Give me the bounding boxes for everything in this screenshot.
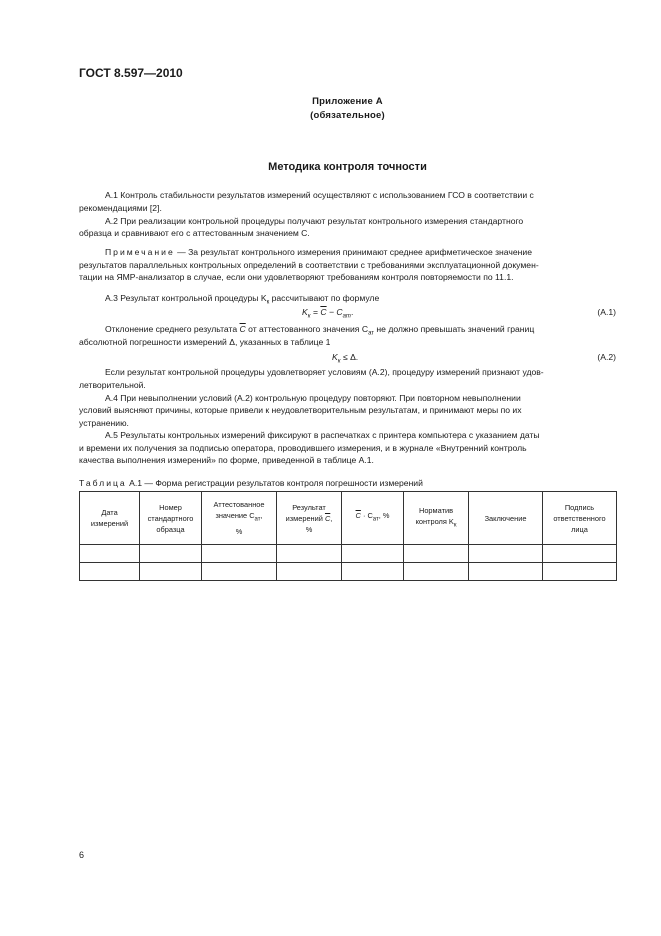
- page-number: 6: [79, 850, 85, 860]
- f1-k: K: [302, 307, 308, 317]
- document-id: ГОСТ 8.597—2010: [79, 66, 183, 80]
- note-line3: тации на ЯМР-анализатор в случае, если они удовлетворяют требованиям контроля повторяемости по 11.1.: [79, 272, 514, 282]
- table-cell[interactable]: [404, 545, 469, 563]
- header-signature: Подпись ответственного лица: [543, 492, 617, 545]
- equation-number-a2: (А.2): [597, 352, 616, 362]
- f1-sub: ат: [342, 313, 351, 320]
- para-a2-line1: А.2 При реализации контрольной процедуры получают результат контрольного измерения стандартного: [105, 216, 524, 226]
- header-control-norm: Норматив контроля $K_к$: [404, 492, 469, 545]
- deviation-line2: абсолютной погрешности измерений Δ, указанных в таблице 1: [79, 337, 331, 347]
- para-a2-line2: образца и сравнивают его с аттестованным значением С.: [79, 228, 310, 238]
- dev-sub: ат: [368, 330, 375, 337]
- a3-text-end: рассчитывают по формуле: [269, 293, 380, 303]
- para-a5-line3: качества выполнения измерений» по форме, приведенной в таблице А.1.: [79, 455, 374, 465]
- table-cell[interactable]: [202, 545, 277, 563]
- header-difference: $\overline{C} \cdot C_{ат}$, %: [342, 492, 404, 545]
- para-if-line1: Если результат контрольной процедуры удовлетворяет условиям (А.2), процедуру измерений признают удов-: [105, 367, 544, 377]
- note-label: Примечание: [105, 247, 175, 257]
- table-cell[interactable]: [469, 563, 543, 581]
- f1-k-sub: к: [307, 313, 311, 320]
- table-cell[interactable]: [277, 563, 342, 581]
- table-cell[interactable]: [80, 563, 140, 581]
- para-a5-line1: А.5 Результаты контрольных измерений фиксируют в распечатках с принтера компьютера с указанием даты: [105, 430, 540, 440]
- f1-dot: .: [350, 307, 354, 317]
- appendix-title: Приложение А: [312, 96, 383, 107]
- f1-eq: =: [310, 307, 321, 317]
- table-cell[interactable]: [469, 545, 543, 563]
- a3-text: А.3 Результат контрольной процедуры K: [105, 293, 267, 303]
- equation-number-a1: (А.1): [597, 307, 616, 317]
- table-cell[interactable]: [404, 563, 469, 581]
- header-measurement-result: Результат измерений $\overline{C}$, %: [277, 492, 342, 545]
- f1-minus: − C: [326, 307, 343, 317]
- section-title: Методика контроля точности: [268, 161, 427, 173]
- para-a4-line3: устранению.: [79, 418, 129, 428]
- table-cell[interactable]: [277, 545, 342, 563]
- table-row: [80, 545, 617, 563]
- para-a1-line2: рекомендациями [2].: [79, 203, 162, 213]
- note-line1: [79, 246, 616, 259]
- dev-text-b: от аттестованного значения C: [245, 324, 369, 334]
- table-cell[interactable]: [543, 545, 617, 563]
- f2-k-sub: к: [337, 358, 341, 365]
- header-certified-value: Аттестованное значение $C_{ат}$, %: [202, 492, 277, 545]
- para-a5-line2: и времени их получения за подписью оператора, проводившего измерения, и в журнале «Внутренний контроль: [79, 443, 527, 453]
- table-cell[interactable]: [342, 563, 404, 581]
- appendix-subtitle: (обязательное): [310, 110, 385, 121]
- f1-c-bar: $\overline{C}$: [320, 307, 327, 317]
- formula-a2: [332, 352, 358, 365]
- f2-k: K: [332, 352, 338, 362]
- table-cell[interactable]: [140, 563, 202, 581]
- table-cell[interactable]: [543, 563, 617, 581]
- table-cell[interactable]: [140, 545, 202, 563]
- table-cell[interactable]: [202, 563, 277, 581]
- note-line2: результатов параллельных контрольных определений в соответствии с требованиями эксплуатационной докумен-: [79, 260, 539, 270]
- para-a4-line1: А.4 При невыполнении условий (А.2) контрольную процедуру повторяют. При повторном невыполнении: [105, 393, 521, 403]
- para-a1-line1: А.1 Контроль стабильности результатов измерений осуществляют с использованием ГСО в соответствии с: [105, 190, 534, 200]
- formula-a1: [302, 307, 353, 320]
- header-date: Дата измерений: [80, 492, 140, 545]
- table-caption: [79, 478, 423, 488]
- table-row: [80, 563, 617, 581]
- para-if-line2: летворительной.: [79, 380, 146, 390]
- table-caption-text: А.1 — Форма регистрации результатов контроля погрешности измерений: [126, 478, 423, 488]
- f2-rest: ≤ Δ.: [340, 352, 359, 362]
- table-cell[interactable]: [80, 545, 140, 563]
- header-conclusion: Заключение: [469, 492, 543, 545]
- table-cell[interactable]: [342, 545, 404, 563]
- dev-text-c: не должно превышать значений границ: [374, 324, 535, 334]
- header-sample-number: Номер стандартного образца: [140, 492, 202, 545]
- table-caption-label: Таблица: [79, 478, 127, 488]
- registration-table: [79, 491, 617, 581]
- table-header-row: [80, 492, 617, 545]
- para-a4-line2: условий выясняют причины, которые привели к неудовлетворительным результатам, и принимают меры по их: [79, 405, 522, 415]
- dev-c-bar: $\overline{C}$: [239, 324, 246, 334]
- a3-sub: к: [266, 299, 270, 306]
- note-text: — За результат контрольного измерения принимают среднее арифметическое значение: [174, 247, 532, 257]
- dev-text-a: Отклонение среднего результата: [105, 324, 240, 334]
